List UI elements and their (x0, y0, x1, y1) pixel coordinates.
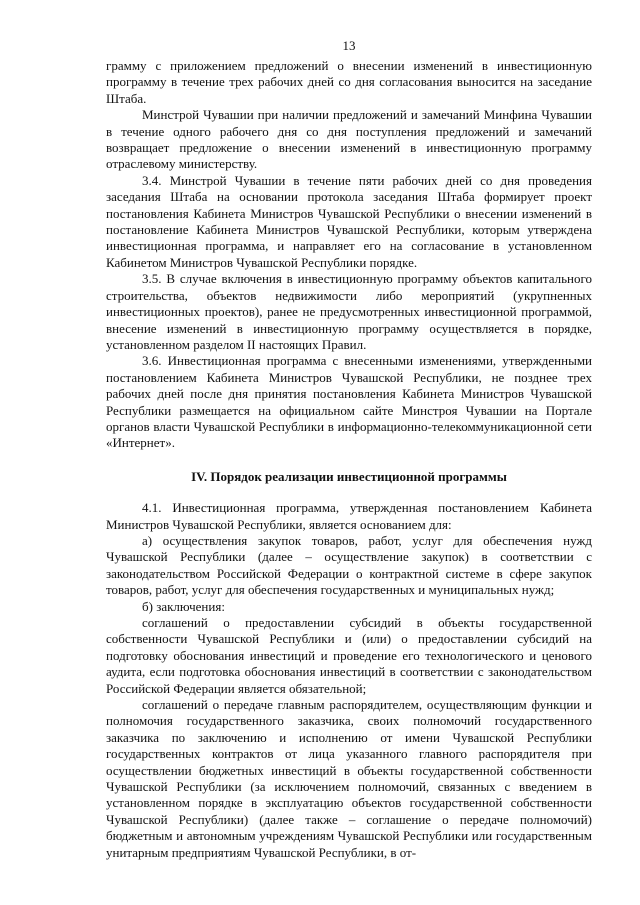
paragraph-item-a: а) осуществления закупок товаров, работ, услуг для обеспечения нужд Чувашской Республики (далее – осуществление закупок) в соответствии с законодательством Российской Федерации о контрактной системе в сфере закупок товаров, работ, услуг для обеспечения государственных и муниципальных нужд; (106, 532, 592, 598)
paragraph-3-5: 3.5. В случае включения в инвестиционную программу объектов капитального строительства, объектов недвижимости либо мероприятий (укрупненных инвестиционных проектов), ранее не предусмотренных инвестиционной программой, внесение изменений в инвестиционную программу осуществляется в порядке, установленном разделом II настоящих Правил. (106, 271, 592, 352)
paragraph-minstroy-remarks: Минстрой Чувашии при наличии предложений и замечаний Минфина Чувашии в течение одного рабочего дня со дня поступления предложений и замечаний возвращает предложение о внесении изменений в инвестиционную программу отраслевому министерству. (106, 107, 592, 172)
page-number: 13 (342, 38, 356, 53)
section-heading: IV. Порядок реализации инвестиционной программы (191, 468, 507, 484)
paragraph-item-b: б) заключения: (142, 598, 225, 614)
paragraph-continued: грамму с приложением предложений о внесении изменений в инвестиционную программу в течение трех рабочих дней со дня согласования выносится на заседание Штаба. (106, 58, 592, 106)
paragraph-4-1: 4.1. Инвестиционная программа, утвержденная постановлением Кабинета Министров Чувашской Республики, является основанием для: (106, 500, 592, 532)
paragraph-subsidy-agreements: соглашений о предоставлении субсидий в объекты государственной собственности Чувашской Республики и (или) о предоставлении субсидий на подготовку обоснования инвестиций и проведение его технологического и ценового аудита, если подготовка обоснования инвестиций в соответствии с законодательством Российской Федерации является обязательной; (106, 615, 592, 696)
document-body (106, 58, 592, 861)
paragraph-3-4: 3.4. Минстрой Чувашии в течение пяти рабочих дней со дня проведения заседания Штаба на основании протокола заседания Штаба формирует проект постановления Кабинета Министров Чувашской Республики о внесении изменений в постановление Кабинета Министров Чувашской Республики, которым утверждена инвестиционная программа, и направляет его на согласование в установленном Кабинетом Министров Чувашской Республики порядке. (106, 172, 592, 270)
paragraph-3-6: 3.6. Инвестиционная программа с внесенными изменениями, утвержденными постановлением Кабинета Министров Чувашской Республики, не позднее трех рабочих дней после дня принятия постановления Кабинета Министров Чувашской Республики размещается на официальном сайте Минстроя Чувашии на Портале органов власти Чувашской Республики в информационно-телекоммуникационной сети «Интернет». (106, 353, 592, 451)
paragraph-powers-transfer: соглашений о передаче главным распорядителем, осуществляющим функции и полномочия государственного заказчика, своих полномочий государственного заказчика по заключению и исполнению от имени Чувашской Республики государственных контрактов от лица указанного главного распорядителя при осуществлении бюджетных инвестиций в объекты государственной собственности Чувашской Республики (за исключением полномочий, связанных с введением в установленном порядке в эксплуатацию объектов государственной собственности Чувашской Республики) (далее также – соглашение о передаче полномочий) бюджетным и автономным учреждениям Чувашской Республики или государственным унитарным предприятиям Чувашской Республики, в от- (106, 697, 592, 860)
